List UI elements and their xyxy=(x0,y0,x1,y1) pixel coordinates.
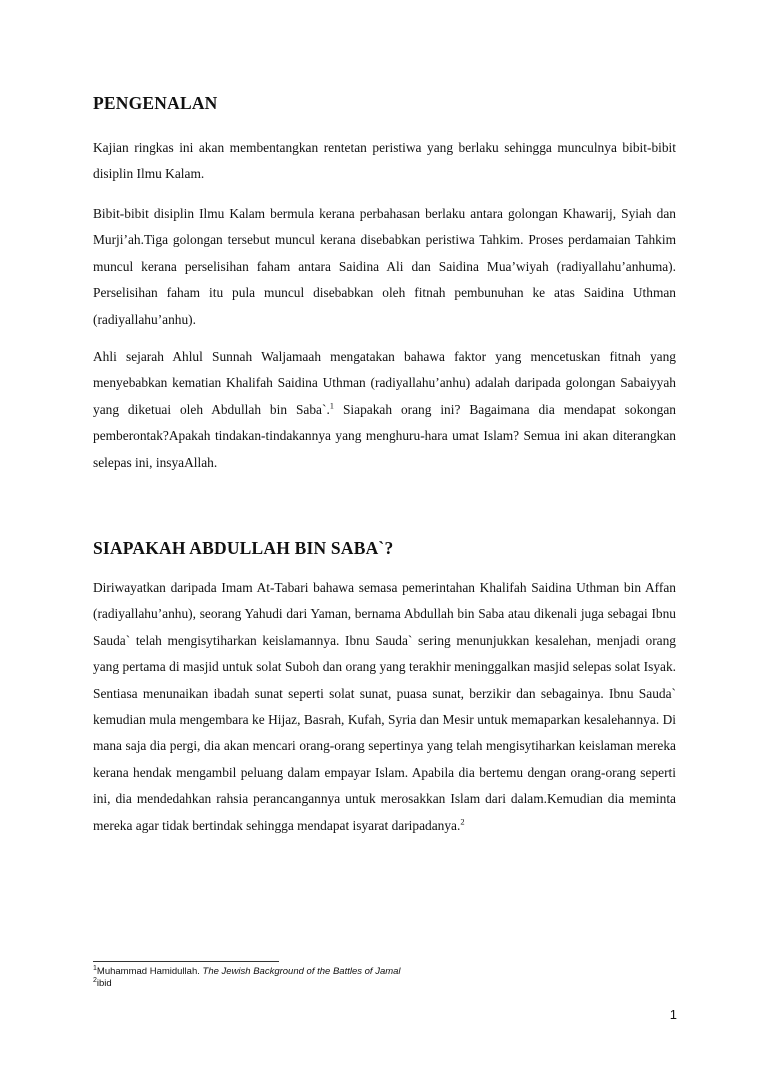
paragraph-text: Ahli sejarah Ahlul Sunnah Waljamaah mengatakan bahawa faktor yang mencetuskan fitnah yang menyebabkan kematian Khalifah Saidina Uthman (radiyallahu’anhu) adalah daripada golongan Sabaiyyah yang diketuai oleh Abdullah bin Saba`. xyxy=(93,349,676,417)
paragraph-intro: Kajian ringkas ini akan membentangkan rentetan peristiwa yang berlaku sehingga munculnya bibit-bibit disiplin Ilmu Kalam. xyxy=(93,140,676,182)
footnote-1 xyxy=(93,966,401,978)
paragraph-ahli-sejarah xyxy=(93,344,676,476)
paragraph-text: Diriwayatkan daripada Imam At-Tabari bahawa semasa pemerintahan Khalifah Saidina Uthman bin Affan (radiyallahu’anhu), seorang Yahudi dari Yaman, bernama Abdullah bin Saba atau dikenali juga sebagai Ibnu Sauda` telah mengisytiharkan keislamannya. Ibnu Sauda` sering menunjukkan kesalehan, menjadi orang yang pertama di masjid untuk solat Suboh dan orang yang terakhir meninggalkan masjid selepas solat Isyak. Sentiasa menunaikan ibadah sunat seperti solat sunat, puasa sunat, berzikir dan sebagainya. Ibnu Sauda` kemudian mula mengembara ke Hijaz, Basrah, Kufah, Syria dan Mesir untuk memaparkan kesalehannya. Di mana saja dia pergi, dia akan mencari orang-orang sepertinya yang telah mengisytiharkan keislaman mereka kerana hendak mengambil peluang dalam empayar Islam. Apabila dia bertemu dengan orang-orang seperti ini, dia mendedahkan rahsia perancangannya untuk merosakkan Islam dari dalam.Kemudian dia meminta mereka agar tidak bertindak sehingga mendapat isyarat daripadanya. xyxy=(93,580,676,833)
footnote-text: ibid xyxy=(96,978,112,989)
paragraph-at-tabari xyxy=(93,575,676,839)
footnote-text: Muhammad Hamidullah. xyxy=(96,966,203,977)
footnote-number: 1 xyxy=(93,964,97,972)
footnote-ref-1[interactable]: 1 xyxy=(329,400,335,411)
footnote-2 xyxy=(93,978,112,990)
section-heading-pengenalan: PENGENALAN xyxy=(93,93,218,113)
footnote-title: The Jewish Background of the Battles of Jamal xyxy=(202,966,401,977)
footnote-separator xyxy=(93,961,279,962)
paragraph-ilmu-kalam: Bibit-bibit disiplin Ilmu Kalam bermula kerana perbahasan berlaku antara golongan Khawarij, Syiah dan Murji’ah.Tiga golongan tersebut muncul kerana disebabkan peristiwa Tahkim. Proses perdamaian Tahkim muncul kerana perselisihan faham antara Saidina Ali dan Saidina Mua’wiyah (radiyallahu’anhuma). Perselisihan faham itu pula muncul disebabkan oleh fitnah pembunuhan ke atas Saidina Uthman (radiyallahu’anhu). xyxy=(93,206,676,327)
footnote-number: 2 xyxy=(93,976,97,984)
page-number: 1 xyxy=(669,1007,677,1022)
section-heading-abdullah-bin-saba: SIAPAKAH ABDULLAH BIN SABA`? xyxy=(93,538,394,558)
footnote-ref-2[interactable]: 2 xyxy=(460,816,465,827)
paragraph-text-cont: Siapakah orang ini? Bagaimana dia mendapat sokongan pemberontak?Apakah tindakan-tindakannya yang menghuru-hara umat Islam? Semua ini akan diterangkan selepas ini, insyaAllah. xyxy=(93,401,677,470)
